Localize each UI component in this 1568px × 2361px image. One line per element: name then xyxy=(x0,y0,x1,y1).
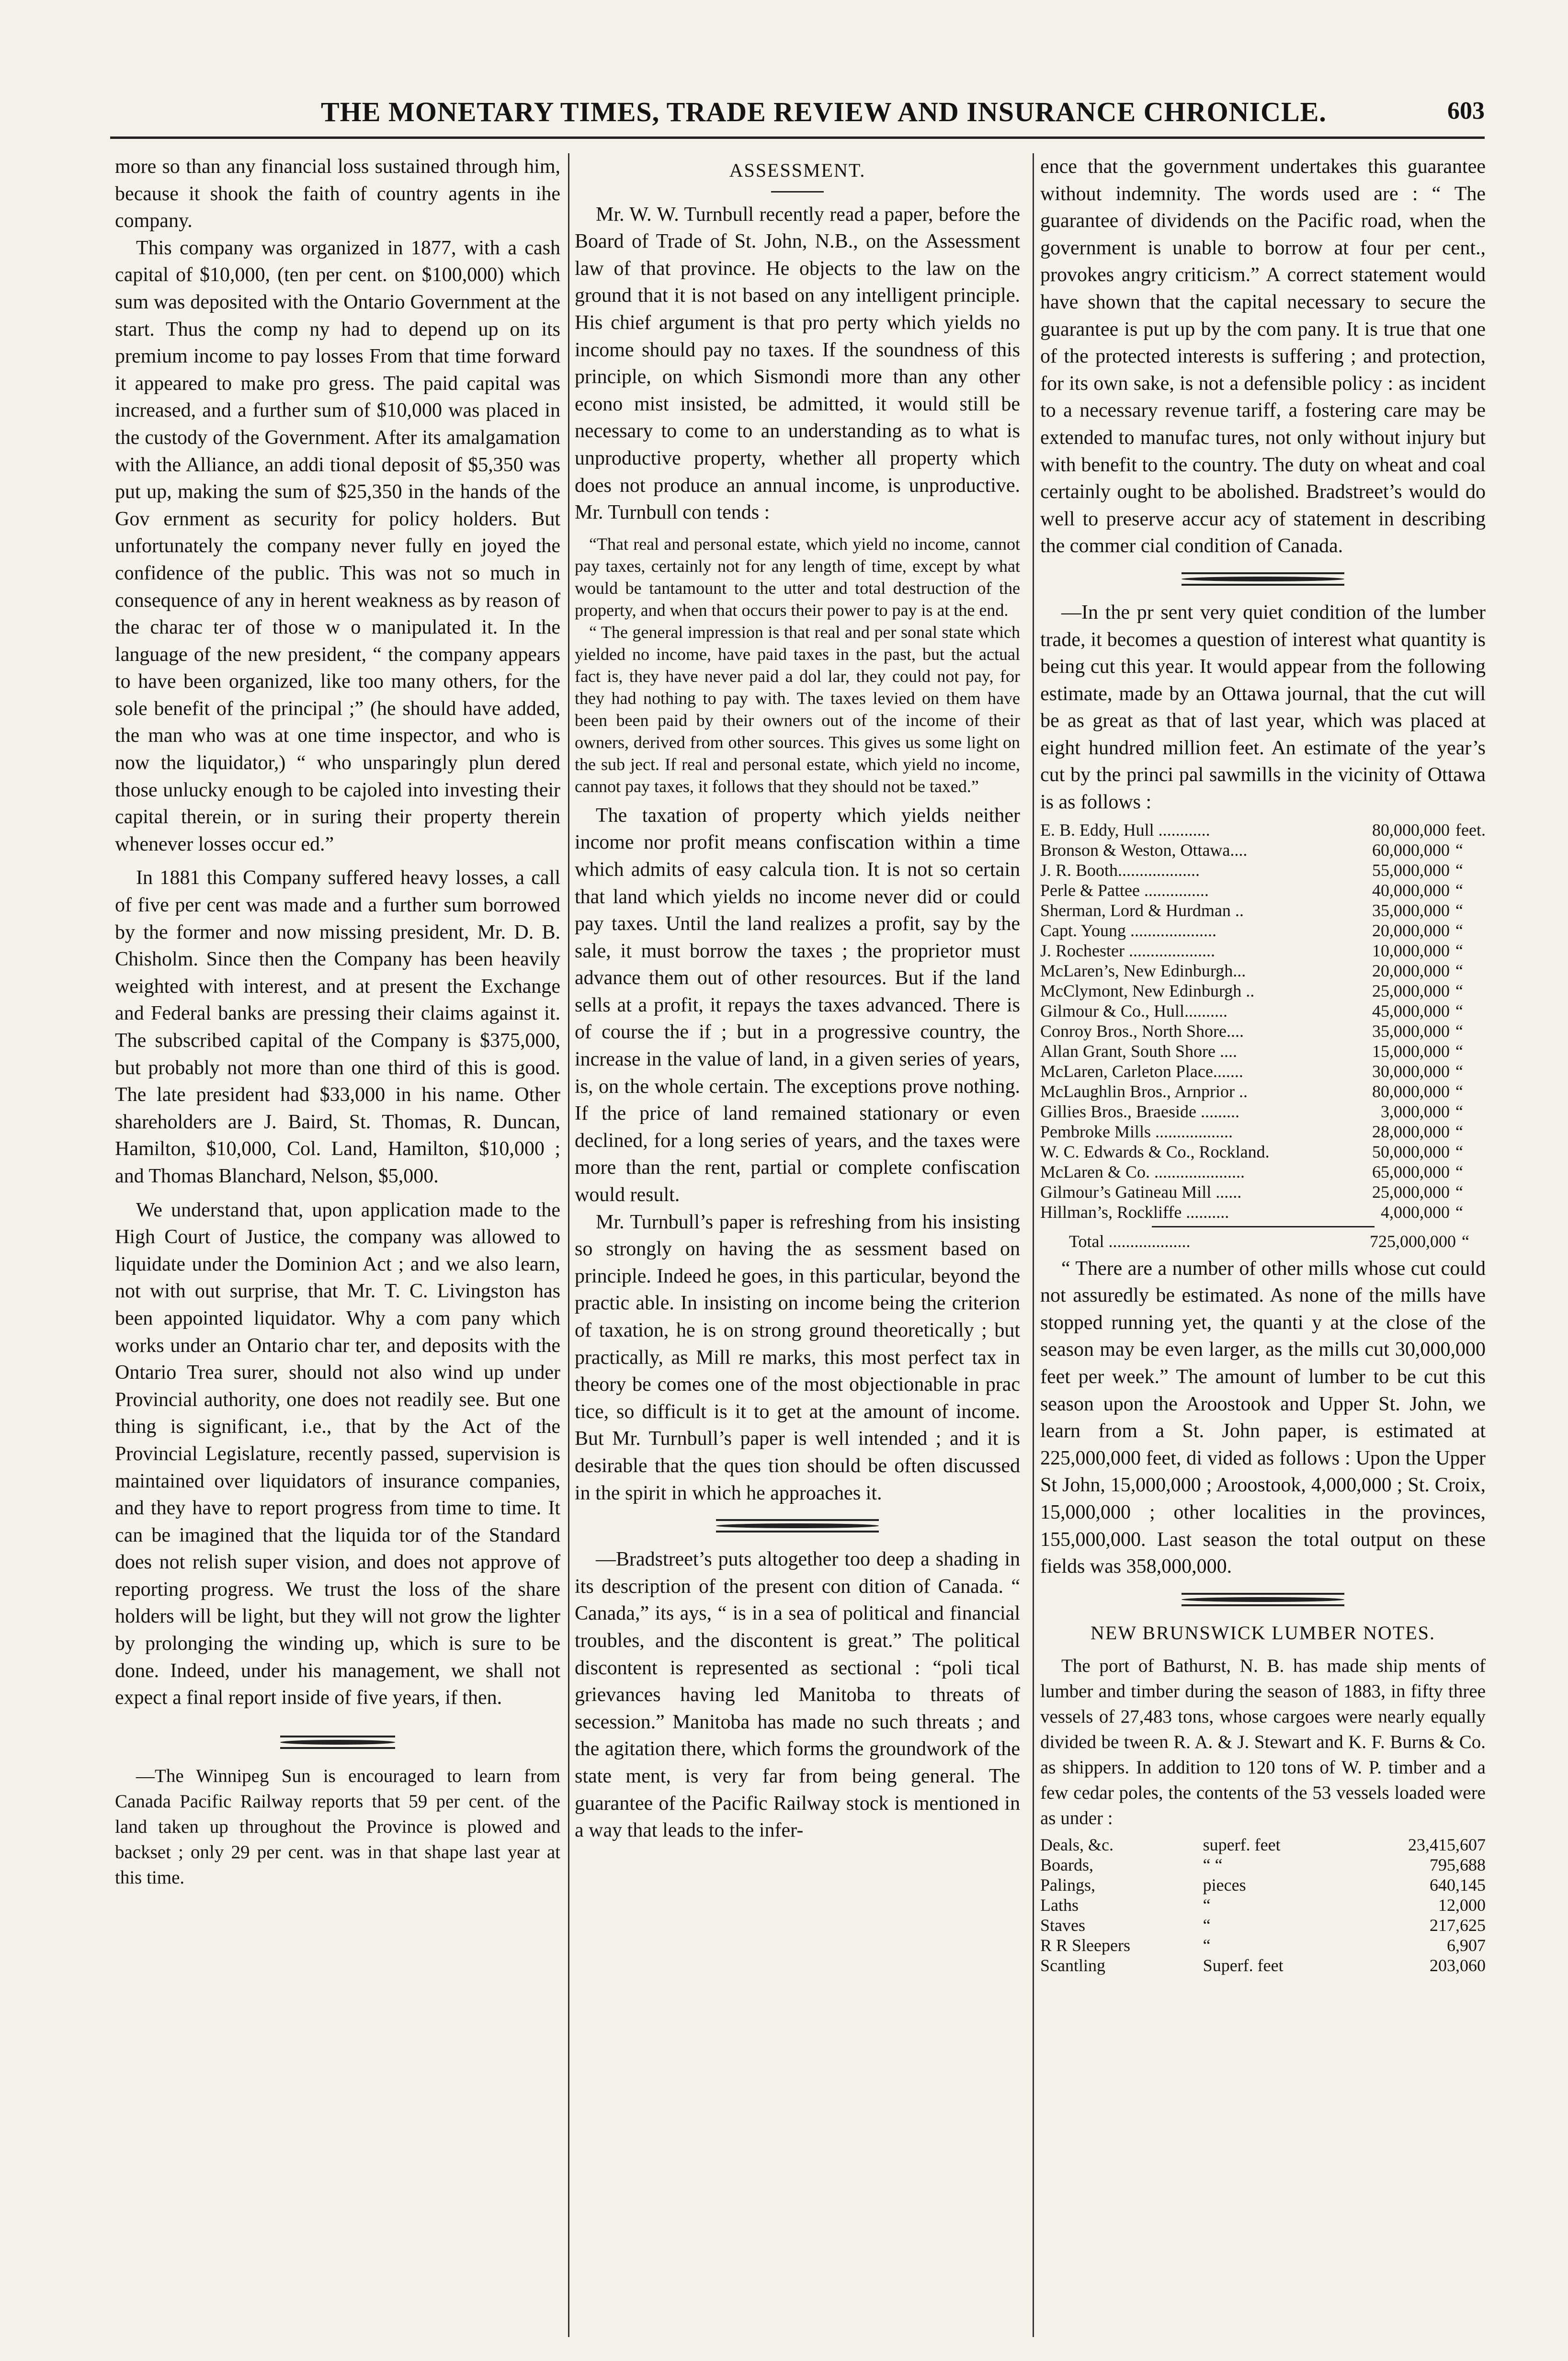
cargo-quantity: 640,145 xyxy=(1430,1875,1486,1895)
section-separator xyxy=(1182,1593,1344,1606)
mill-quantity: 40,000,000 xyxy=(1372,880,1450,900)
mill-unit: “ xyxy=(1455,1041,1464,1061)
mill-name: Conroy Bros., North Shore.... xyxy=(1040,1021,1244,1041)
mill-unit: “ xyxy=(1455,900,1464,920)
cargo-item: Staves xyxy=(1040,1916,1085,1935)
mill-name: McClymont, New Edinburgh .. xyxy=(1040,981,1255,1000)
cargo-unit: pieces xyxy=(1203,1875,1246,1895)
paragraph: In 1881 this Company suffered heavy losses, a call of five per cent was made and a further sum borrowed by the former and now missing president, Mr. D. B. Chisholm. Since then the Company has been heavily weighted with interest, and at present the Exchange and Federal banks are pressing their claims against it. The subscribed capital of the Company is $375,000, but probably not more than one third of this is good. The late president had $33,000 in his name. Other shareholders are J. Baird, St. Thomas, R. Duncan, Hamilton, $10,000, Col. Land, Hamilton, $10,000 ; and Thomas Blanchard, Nelson, $5,000. xyxy=(115,867,560,1187)
paragraph: ence that the government undertakes this guarantee without indemnity. The words used are : “ The guarantee of dividends on the Pacific road, when the government is unable to borrow at four per cent., provokes angry criticism.” A correct statement would have shown that the capital necessary to secure the guarantee is put up by the com pany. It is true that one of the protected interests is suffering ; and protection, for its own sake, is not a defensible policy : as incident to a necessary revenue tariff, a fostering care may be extended to manufac tures, not only without injury but with benefit to the country. The duty on wheat and coal certainly ought to be abolished. Bradstreet’s would do well to preserve accur acy of statement in describing the commer cial condition of Canada. xyxy=(1040,156,1486,557)
mill-unit: “ xyxy=(1455,1081,1464,1101)
mill-quantity: 20,000,000 xyxy=(1372,920,1450,940)
table-row xyxy=(1040,1895,1486,1915)
table-row xyxy=(1040,1182,1486,1202)
mill-name: Capt. Young .................... xyxy=(1040,920,1217,940)
mill-name: Pembroke Mills .................. xyxy=(1040,1122,1233,1141)
mill-name: J. R. Booth................... xyxy=(1040,860,1200,880)
mill-name: McLaughlin Bros., Arnprior .. xyxy=(1040,1081,1248,1101)
mill-quantity: 25,000,000 xyxy=(1372,981,1450,1000)
mill-name: Perle & Pattee ............... xyxy=(1040,880,1209,900)
page-header xyxy=(110,91,1485,139)
column-3 xyxy=(1040,153,1486,1979)
cargo-unit: “ xyxy=(1203,1916,1211,1935)
mill-name: Allan Grant, South Shore .... xyxy=(1040,1041,1237,1061)
page-number: 603 xyxy=(1447,97,1485,125)
winnipeg-note: —The Winnipeg Sun is encouraged to learn from Canada Pacific Railway reports that 59 per cent. of the land taken up throughout the Province is plowed and backset ; only 29 per cent. was in that shape last year at this time. xyxy=(115,1765,560,1888)
table-row xyxy=(1040,1875,1486,1895)
mill-name: Bronson & Weston, Ottawa.... xyxy=(1040,840,1248,860)
mill-unit: “ xyxy=(1455,1182,1464,1202)
table-row xyxy=(1040,1231,1486,1251)
mill-name: Gilmour & Co., Hull.......... xyxy=(1040,1001,1228,1021)
paragraph: more so than any financial loss sustained through him, because it shook the faith of country agents in ihe company. xyxy=(115,156,560,232)
column-2 xyxy=(575,153,1020,1844)
paragraph: Mr. Turnbull’s paper is refreshing from his insisting so strongly on having the as sessment based on principle. Indeed he goes, in this particular, beyond the practic able. In insisting on income being the criterion of taxation, he is on strong ground theoretically ; but practically, as Mill re marks, this most perfect tax in theory be comes one of the most objectionable in prac tice, so difficult is it to get at the amount of income. But Mr. Turnbull’s paper is well intended ; and it is desirable that the ques tion should be often discussed in the spirit in which he approaches it. xyxy=(575,1211,1020,1504)
cargo-item: Scantling xyxy=(1040,1956,1105,1975)
mill-unit: “ xyxy=(1455,1142,1464,1161)
mill-name: McLaren & Co. ..................... xyxy=(1040,1162,1245,1181)
cargo-unit: “ xyxy=(1203,1936,1211,1955)
table-row xyxy=(1040,1041,1486,1061)
mill-name: McLaren, Carleton Place....... xyxy=(1040,1061,1243,1081)
table-row xyxy=(1040,1955,1486,1975)
table-row xyxy=(1040,1935,1486,1955)
mill-name: W. C. Edwards & Co., Rockland. xyxy=(1040,1142,1270,1161)
paragraph: —In the pr sent very quiet condition of the lumber trade, it becomes a question of interest what quantity is being cut this year. It would appear from the following estimate, made by an Ottawa journal, that the cut will be as great as that of last year, which was placed at eight hundred million feet. An estimate of the year’s cut by the princi pal sawmills in the vicinity of Ottawa is as follows : xyxy=(1040,601,1486,814)
mill-unit: “ xyxy=(1455,1101,1464,1121)
total-unit: “ xyxy=(1462,1231,1469,1251)
mill-name: J. Rochester .................... xyxy=(1040,941,1215,960)
cargo-item: R R Sleepers xyxy=(1040,1936,1130,1955)
mill-quantity: 55,000,000 xyxy=(1372,860,1450,880)
mill-unit: “ xyxy=(1455,1001,1464,1021)
mill-unit: “ xyxy=(1455,1162,1464,1181)
total-quantity: 725,000,000 xyxy=(1370,1231,1456,1251)
section-separator xyxy=(716,1519,879,1532)
mill-quantity: 30,000,000 xyxy=(1372,1061,1450,1081)
table-row xyxy=(1040,860,1486,880)
table-row xyxy=(1040,1101,1486,1122)
cargo-quantity: 795,688 xyxy=(1430,1855,1486,1875)
mill-unit: “ xyxy=(1455,840,1464,860)
table-row xyxy=(1040,820,1486,840)
table-row xyxy=(1040,1835,1486,1855)
cargo-quantity: 23,415,607 xyxy=(1408,1835,1486,1855)
mill-quantity: 50,000,000 xyxy=(1372,1142,1450,1161)
table-row xyxy=(1040,1915,1486,1935)
page-title: THE MONETARY TIMES, TRADE REVIEW AND INSURANCE CHRONICLE. xyxy=(321,96,1327,127)
table-row xyxy=(1040,1122,1486,1142)
table-row xyxy=(1040,1061,1486,1081)
column-divider xyxy=(1033,153,1034,2337)
mill-name: Hillman’s, Rockliffe .......... xyxy=(1040,1202,1229,1222)
table-row xyxy=(1040,1855,1486,1875)
quote-paragraph: “That real and personal estate, which yield no income, cannot pay taxes, certainly not for any length of time, except by what would be tantamount to the utter and total destruction of the property, and when that occurs their power to pay is at the end. xyxy=(575,534,1020,620)
mill-unit: “ xyxy=(1455,941,1464,960)
mill-unit: feet. xyxy=(1455,820,1486,840)
table-row xyxy=(1040,1001,1486,1021)
paragraph: The taxation of property which yields neither income nor profit means confiscation within a time which admits of easy calcula tion. It is not so certain that land which yields no income never did or could pay taxes. Until the land realizes a profit, say by the sale, it must borrow the taxes ; the proprietor must advance them out of other resources. But if the land sells at a profit, it repays the taxes advanced. There is of course the if ; but in a progressive country, the increase in the value of land, in a given series of years, is, on the whole certain. The exceptions prove nothing. If the price of land remained stationary or even declined, for a long series of years, and the taxes were more than the rent, partial or complete confiscation would result. xyxy=(575,804,1020,1206)
cargo-unit: “ xyxy=(1203,1896,1211,1915)
mill-unit: “ xyxy=(1455,1021,1464,1041)
block-quote xyxy=(575,533,1020,797)
cargo-table xyxy=(1040,1835,1486,1975)
cargo-unit: “ “ xyxy=(1203,1855,1223,1875)
mill-quantity: 15,000,000 xyxy=(1372,1041,1450,1061)
section-separator xyxy=(280,1736,395,1749)
mill-quantity: 28,000,000 xyxy=(1372,1122,1450,1141)
mill-unit: “ xyxy=(1455,860,1464,880)
column-divider xyxy=(568,153,569,2337)
paragraph: The port of Bathurst, N. B. has made ship ments of lumber and timber during the season of 1883, in fifty three vessels of 27,483 tons, whose cargoes were nearly equally divided be tween R. A. & J. Stewart and K. F. Burns & Co. as shippers. In addition to 120 tons of W. P. timber and a few cedar poles, the contents of the 53 vessels loaded were as under : xyxy=(1040,1656,1486,1829)
table-row xyxy=(1040,1081,1486,1101)
mill-quantity: 80,000,000 xyxy=(1372,820,1450,840)
table-row xyxy=(1040,920,1486,941)
section-title: NEW BRUNSWICK LUMBER NOTES. xyxy=(1091,1622,1435,1644)
mill-unit: “ xyxy=(1455,981,1464,1000)
mill-quantity: 25,000,000 xyxy=(1372,1182,1450,1202)
paragraph: —Bradstreet’s puts altogether too deep a shading in its description of the present con dition of Canada. “ Canada,” its ays, “ is in a sea of political and financial troubles, and the discontent is great.” The political discontent is represented as sectional : “poli tical grievances having led Manitoba to threats of secession.” Manitoba has made no such threats ; and the agitation there, which forms the groundwork of the state ment, is very far from being general. The guarantee of the Pacific Railway stock is mentioned in a way that leads to the infer- xyxy=(575,1548,1020,1842)
table-row xyxy=(1040,1021,1486,1041)
quote-paragraph: “ The general impression is that real and per sonal state which yielded no income, have paid taxes in the past, but the actual fact is, they have never paid a dol lar, they could not pay, for they had nothing to pay with. The taxes levied on them have been been paid by their owners out of the income of their owners, derived from other sources. This gives us some light on the sub ject. If real and personal estate, which yield no income, cannot pay taxes, it follows that they should not be taxed.” xyxy=(575,622,1020,796)
paragraph: Mr. W. W. Turnbull recently read a paper, before the Board of Trade of St. John, N.B., on the Assessment law of that province. He objects to the law on the ground that it is not based on any intelligent principle. His chief argument is that pro perty which yields no income should pay no taxes. If the soundness of this principle, on which Sismondi more than any other econo mist insisted, be admitted, it would still be necessary to come to an understanding as to what is unproductive property, whether all property which does not produce an annual income, is unproductive. Mr. Turnbull con tends : xyxy=(575,203,1020,524)
section-title: ASSESSMENT. xyxy=(729,159,866,181)
cargo-quantity: 12,000 xyxy=(1438,1896,1486,1915)
cargo-unit: superf. feet xyxy=(1203,1835,1281,1855)
cargo-quantity: 203,060 xyxy=(1430,1956,1486,1975)
cargo-item: Palings, xyxy=(1040,1875,1096,1895)
mill-name: Gilmour’s Gatineau Mill ...... xyxy=(1040,1182,1242,1202)
mill-unit: “ xyxy=(1455,961,1464,980)
mill-unit: “ xyxy=(1455,1061,1464,1081)
mill-unit: “ xyxy=(1455,880,1464,900)
mill-quantity: 20,000,000 xyxy=(1372,961,1450,980)
table-row xyxy=(1040,1162,1486,1182)
total-rule xyxy=(1152,1226,1375,1227)
mill-quantity: 4,000,000 xyxy=(1381,1202,1450,1222)
mill-unit: “ xyxy=(1455,1202,1464,1222)
cargo-quantity: 6,907 xyxy=(1447,1936,1486,1955)
mill-quantity: 60,000,000 xyxy=(1372,840,1450,860)
table-row xyxy=(1040,900,1486,920)
mill-name: Sherman, Lord & Hurdman .. xyxy=(1040,900,1244,920)
table-row xyxy=(1040,1142,1486,1162)
paragraph: This company was organized in 1877, with a cash capital of $10,000, (ten per cent. on $100,000) which sum was deposited with the Ontario Government at the start. Thus the comp ny had to depend up on its premium income to pay losses From that time forward it appeared to make pro gress. The paid capital was increased, and a further sum of $10,000 was placed in the custody of the Government. After its amalgamation with the Alliance, an addi tional deposit of $5,350 was put up, making the sum of $25,350 in the hands of the Gov ernment as security for policy holders. But unfortunately the company never fully en joyed the confidence of the public. This was not so much in consequence of any in herent weakness as by reason of the charac ter of those w o manipulated it. In the language of the new president, “ the company appears to have been organized, like too many others, for the sole benefit of the principal ;” (he should have added, the man who was at one time inspector, and who is now the liquidator,) “ who unsparingly plun dered those unlucky enough to be cajoled into investing their capital therein, or in suring their property therein whenever losses occur ed.” xyxy=(115,237,560,855)
mill-quantity: 45,000,000 xyxy=(1372,1001,1450,1021)
mill-quantity: 10,000,000 xyxy=(1372,941,1450,960)
sawmill-total xyxy=(1040,1231,1486,1251)
table-row xyxy=(1040,1202,1486,1222)
table-row xyxy=(1040,840,1486,860)
mill-unit: “ xyxy=(1455,1122,1464,1141)
table-row xyxy=(1040,880,1486,900)
title-rule xyxy=(771,191,824,193)
table-row xyxy=(1040,941,1486,961)
column-1 xyxy=(115,153,560,1890)
sawmill-table xyxy=(1040,820,1486,1222)
cargo-quantity: 217,625 xyxy=(1430,1916,1486,1935)
mill-quantity: 35,000,000 xyxy=(1372,900,1450,920)
total-label: Total ................... xyxy=(1069,1231,1191,1251)
paragraph: We understand that, upon application made to the High Court of Justice, the company was allowed to liquidate under the Dominion Act ; and we also learn, not with out surprise, that Mr. T. C. Livingston has been appointed liquidator. Why a com pany which works under an Ontario char ter, and deposits with the Ontario Trea surer, should not also wind up under Provincial authority, one does not readily see. But one thing is significant, i.e., that by the Act of the Provincial Legislature, recently passed, supervision is maintained over liquidators of insurance companies, and they have to report progress from time to time. It can be imagined that the liquida tor of the Standard does not relish super vision, and does not approve of reporting progress. We trust the loss of the share holders will be light, but they will not grow the lighter by prolonging the winding up, which is sure to be done. Indeed, under his management, we shall not expect a final report inside of five years, if then. xyxy=(115,1199,560,1709)
cargo-unit: Superf. feet xyxy=(1203,1956,1284,1975)
mill-quantity: 3,000,000 xyxy=(1381,1101,1450,1121)
mill-name: Gillies Bros., Braeside ......... xyxy=(1040,1101,1239,1121)
mill-name: E. B. Eddy, Hull ............ xyxy=(1040,820,1210,840)
table-row xyxy=(1040,981,1486,1001)
paragraph: “ There are a number of other mills whose cut could not assuredly be estimated. As none of the mills have stopped running yet, the quanti y at the close of the season may be even larger, as the mills cut 30,000,000 feet per week.” The amount of lumber to be cut this season upon the Aroostook and Upper St. John, we learn from a St. John paper, is estimated at 225,000,000 feet, di vided as follows : Upon the Upper St John, 15,000,000 ; Aroostook, 4,000,000 ; St. Croix, 15,000,000 ; other localities in the provinces, 155,000,000. Last season the total output on these fields was 358,000,000. xyxy=(1040,1257,1486,1578)
mill-unit: “ xyxy=(1455,920,1464,940)
cargo-item: Deals, &c. xyxy=(1040,1835,1114,1855)
mill-name: McLaren’s, New Edinburgh... xyxy=(1040,961,1246,980)
cargo-item: Laths xyxy=(1040,1896,1079,1915)
cargo-item: Boards, xyxy=(1040,1855,1093,1875)
mill-quantity: 65,000,000 xyxy=(1372,1162,1450,1181)
section-separator xyxy=(1182,572,1344,586)
mill-quantity: 80,000,000 xyxy=(1372,1081,1450,1101)
mill-quantity: 35,000,000 xyxy=(1372,1021,1450,1041)
table-row xyxy=(1040,961,1486,981)
